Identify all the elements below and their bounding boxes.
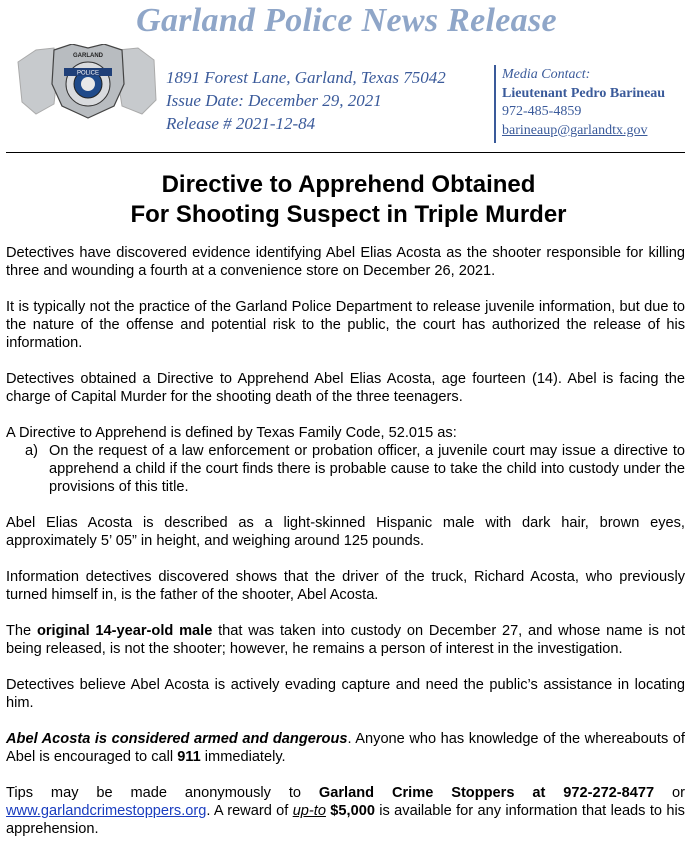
p9-text-d: immediately. — [200, 749, 286, 765]
list-item-label: a) — [25, 443, 38, 459]
paragraph-9 — [6, 730, 685, 766]
media-contact-label: Media Contact: — [502, 67, 591, 82]
paragraph-4-intro: A Directive to Apprehend is defined by Texas Family Code, 52.015 as: — [6, 425, 457, 441]
p7-bold-text: original 14-year-old male — [36, 623, 213, 639]
release-number: Release # 2021-12-84 — [166, 114, 316, 133]
p10-crime-stoppers: Garland Crime Stoppers at 972-272-8477 — [318, 785, 655, 801]
header-divider — [494, 65, 496, 143]
p9-911: 911 — [177, 749, 201, 765]
badge-text-city: GARLAND — [73, 53, 103, 59]
paragraph-6: Information detectives discovered shows that the driver of the truck, Richard Acosta, who previously turned himself in, is the father of the shooter, Abel Acosta. — [6, 569, 685, 603]
p9-bold-italic-text: Abel Acosta is considered armed and dangerous — [6, 731, 348, 747]
p9-text-b: . Anyone who has knowledge of the whereabouts of Abel is encouraged to call — [6, 731, 685, 765]
headline-line-1: Directive to Apprehend Obtained — [161, 171, 536, 198]
p10-text-d: . A reward of — [206, 803, 293, 819]
headline — [0, 170, 697, 230]
paragraph-5: Abel Elias Acosta is described as a light-skinned Hispanic male with dark hair, brown eyes, approximately 5’ 05” in height, and weighing around 125 pounds. — [6, 515, 685, 549]
paragraph-2: It is typically not the practice of the Garland Police Department to release juvenile information, but due to the nature of the offense and potential risk to the public, the court has authorized the release of his information. — [6, 299, 685, 351]
headline-line-2: For Shooting Suspect in Triple Murder — [130, 201, 567, 228]
issue-date: Issue Date: December 29, 2021 — [166, 91, 382, 110]
p10-up-to: up-to — [292, 803, 326, 819]
paragraph-7 — [6, 622, 685, 658]
crime-stoppers-link[interactable]: www.garlandcrimestoppers.org — [6, 803, 207, 819]
address-line: 1891 Forest Lane, Garland, Texas 75042 — [166, 68, 446, 87]
p10-text-a: Tips may be made anonymously to — [6, 785, 319, 801]
p10-text-c: or — [654, 785, 686, 801]
badge-logo-graphic — [14, 44, 162, 120]
release-title: Garland Police News Release — [136, 2, 557, 39]
paragraph-10 — [6, 784, 685, 838]
police-badges-logo — [14, 44, 162, 120]
paragraph-1: Detectives have discovered evidence identifying Abel Elias Acosta as the shooter responsible for killing three and wounding a fourth at a convenience store on December 26, 2021. — [6, 245, 685, 279]
badge-text-police: POLICE — [76, 70, 100, 77]
p7-text-a: The — [6, 623, 37, 639]
list-item-text: On the request of a law enforcement or probation officer, a juvenile court may issue a directive to apprehend a child if the court finds there is probable cause to take the child into custody under the provisions of this title. — [49, 443, 685, 495]
media-contact — [502, 66, 665, 140]
media-contact-name: Lieutenant Pedro Barineau — [502, 85, 666, 101]
p10-text-h: is available for any information that leads to his apprehension. — [6, 803, 685, 837]
paragraph-3: Detectives obtained a Directive to Apprehend Abel Elias Acosta, age fourteen (14). Abel is facing the charge of Capital Murder for the shooting death of the three teenagers. — [6, 371, 685, 405]
media-contact-phone: 972-485-4859 — [502, 104, 582, 119]
address-block — [166, 66, 446, 135]
masthead — [0, 0, 697, 40]
p7-text-c: that was taken into custody on December 27, and whose name is not being released, is not the shooter; however, he remains a person of interest in the investigation. — [6, 623, 686, 657]
definition-list-item — [6, 442, 685, 496]
p10-reward-amount: $5,000 — [330, 803, 375, 819]
media-contact-email-link[interactable]: barineaup@garlandtx.gov — [502, 122, 648, 138]
header-rule — [6, 152, 685, 153]
article-body — [6, 244, 685, 856]
paragraph-8: Detectives believe Abel Acosta is actively evading capture and need the public’s assistance in locating him. — [6, 677, 685, 711]
